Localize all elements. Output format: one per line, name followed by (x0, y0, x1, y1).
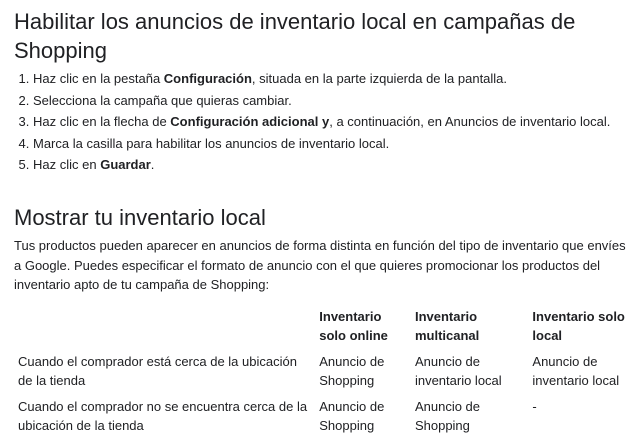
table-header-cell: Inventario solo local (532, 309, 625, 343)
step-text: , situada en la parte izquierda de la pantalla. (251, 71, 508, 86)
step-item (33, 111, 638, 133)
table-header-cell: Inventario multicanal (414, 309, 480, 343)
step-text: Marca la casilla para habilitar los anuncios de inventario local. (33, 135, 390, 151)
table-row (14, 394, 636, 439)
step-item (33, 154, 638, 176)
step-text: , a continuación, en Anuncios de inventario local. (329, 114, 611, 129)
step-bold-text: Configuración (163, 71, 252, 86)
table-row (14, 349, 636, 394)
table-cell: Anuncio de Shopping (414, 399, 481, 433)
step-text: Selecciona la campaña que quieras cambiar. (33, 92, 292, 108)
inventory-table (14, 304, 636, 439)
step-item (33, 68, 638, 90)
step-bold-text: Guardar (100, 157, 151, 172)
step-bold-text: Configuración adicional y (170, 114, 330, 129)
table-cell: Cuando el comprador no se encuentra cerca de la ubicación de la tienda (18, 399, 308, 433)
step-text: Haz clic en (33, 157, 101, 172)
section-title-enable: Habilitar los anuncios de inventario local en campañas de Shopping (14, 9, 576, 63)
steps-list (14, 68, 638, 176)
step-text: . (150, 157, 155, 172)
table-cell: Anuncio de inventario local (414, 354, 502, 388)
table-header-row (14, 304, 636, 349)
table-cell: Anuncio de Shopping (319, 399, 385, 433)
section-title-show-inventory: Mostrar tu inventario local (14, 205, 266, 230)
table-cell: Anuncio de Shopping (319, 354, 385, 388)
table-cell: Cuando el comprador está cerca de la ubicación de la tienda (18, 354, 297, 388)
table-cell: - (532, 399, 537, 414)
intro-paragraph: Tus productos pueden aparecer en anuncios de forma distinta en función del tipo de inventario que envíes a Google. Puedes especificar el formato de anuncio con el que quieres promocionar los productos del inventario apto de tu campaña de Shopping: (14, 238, 626, 292)
table-cell: Anuncio de inventario local (532, 354, 620, 388)
step-text: Haz clic en la pestaña (33, 71, 164, 86)
table-header-cell (14, 304, 315, 349)
step-item (33, 133, 638, 155)
step-text: Haz clic en la flecha de (33, 114, 171, 129)
step-item (33, 90, 638, 112)
table-header-cell: Inventario solo online (319, 309, 388, 343)
